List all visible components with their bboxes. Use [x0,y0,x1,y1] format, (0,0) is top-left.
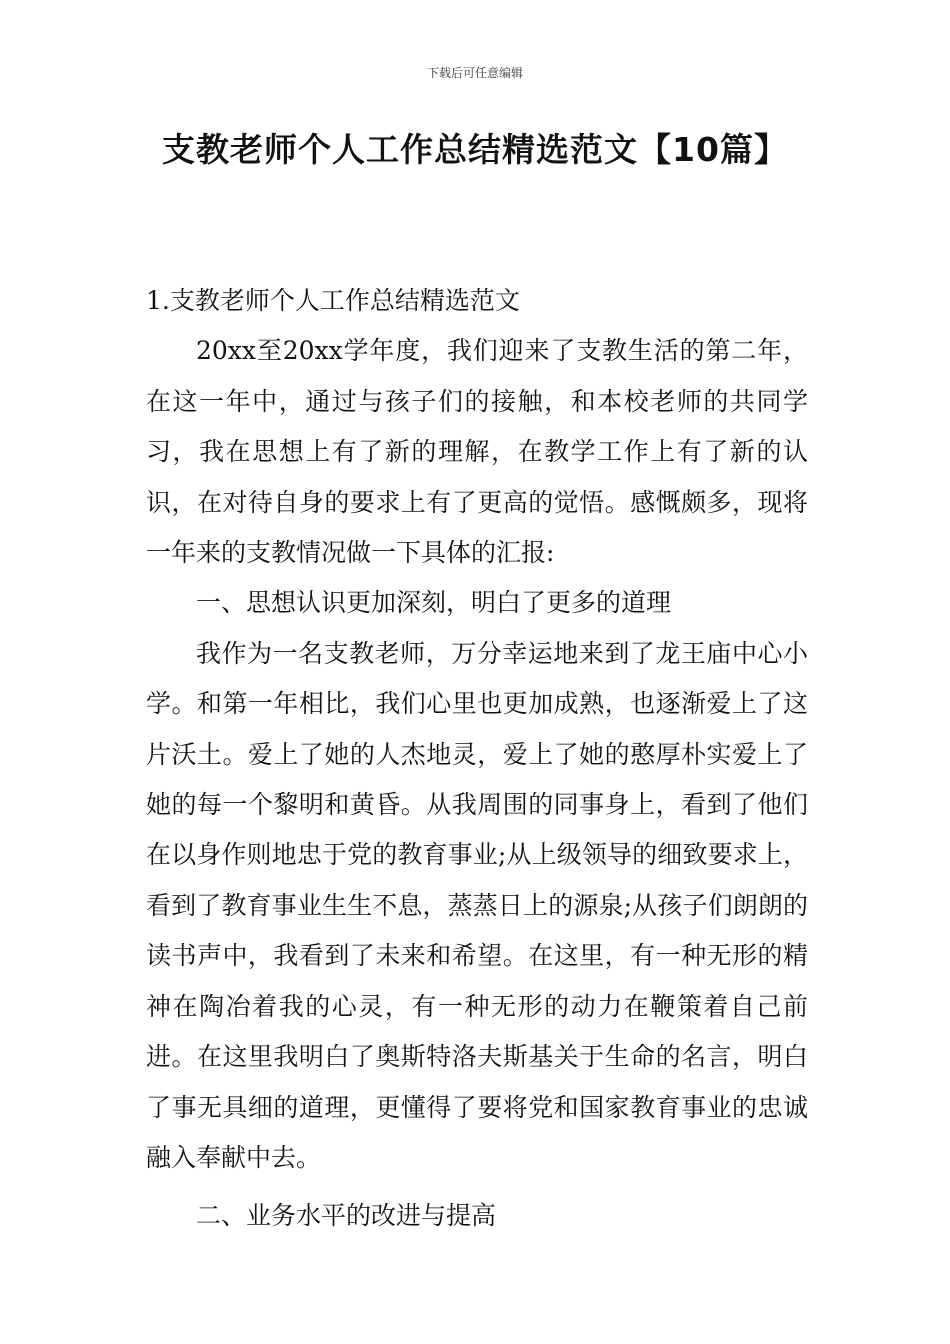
header-note: 下载后可任意编辑 [426,66,523,80]
document-body [146,276,808,1242]
subheading-business: 二、业务水平的改进与提高 [196,1201,497,1231]
paragraph-thought: 我作为一名支教老师，万分幸运地来到了龙王庙中心小学。和第一年相比，我们心里也更加成熟，也逐渐爱上了这片沃土。爱上了她的人杰地灵，爱上了她的憨厚朴实爱上了她的每一个黎明和黄昏。从我周围的同事身上，看到了他们在以身作则地忠于党的教育事业;从上级领导的细致要求上，看到了教育事业生生不息，蒸蒸日上的源泉;从孩子们朗朗的读书声中，我看到了未来和希望。在这里，有一种无形的精神在陶冶着我的心灵，有一种无形的动力在鞭策着自己前进。在这里我明白了奥斯特洛夫斯基关于生命的名言，明白了事无具细的道理，更懂得了要将党和国家教育事业的忠诚融入奉献中去。 [146,638,808,1172]
subheading-thought: 一、思想认识更加深刻，明白了更多的道理 [196,588,672,618]
section-heading: 1.支教老师个人工作总结精选范文 [146,286,520,315]
document-title: 支教老师个人工作总结精选范文【10篇】 [162,130,788,169]
paragraph-intro: 20xx至20xx学年度，我们迎来了支教生活的第二年，在这一年中，通过与孩子们的接触，和本校老师的共同学习，我在思想上有了新的理解，在教学工作上有了新的认识，在对待自身的要求上有了更高的觉悟。感慨颇多，现将一年来的支教情况做一下具体的汇报: [146,336,808,568]
